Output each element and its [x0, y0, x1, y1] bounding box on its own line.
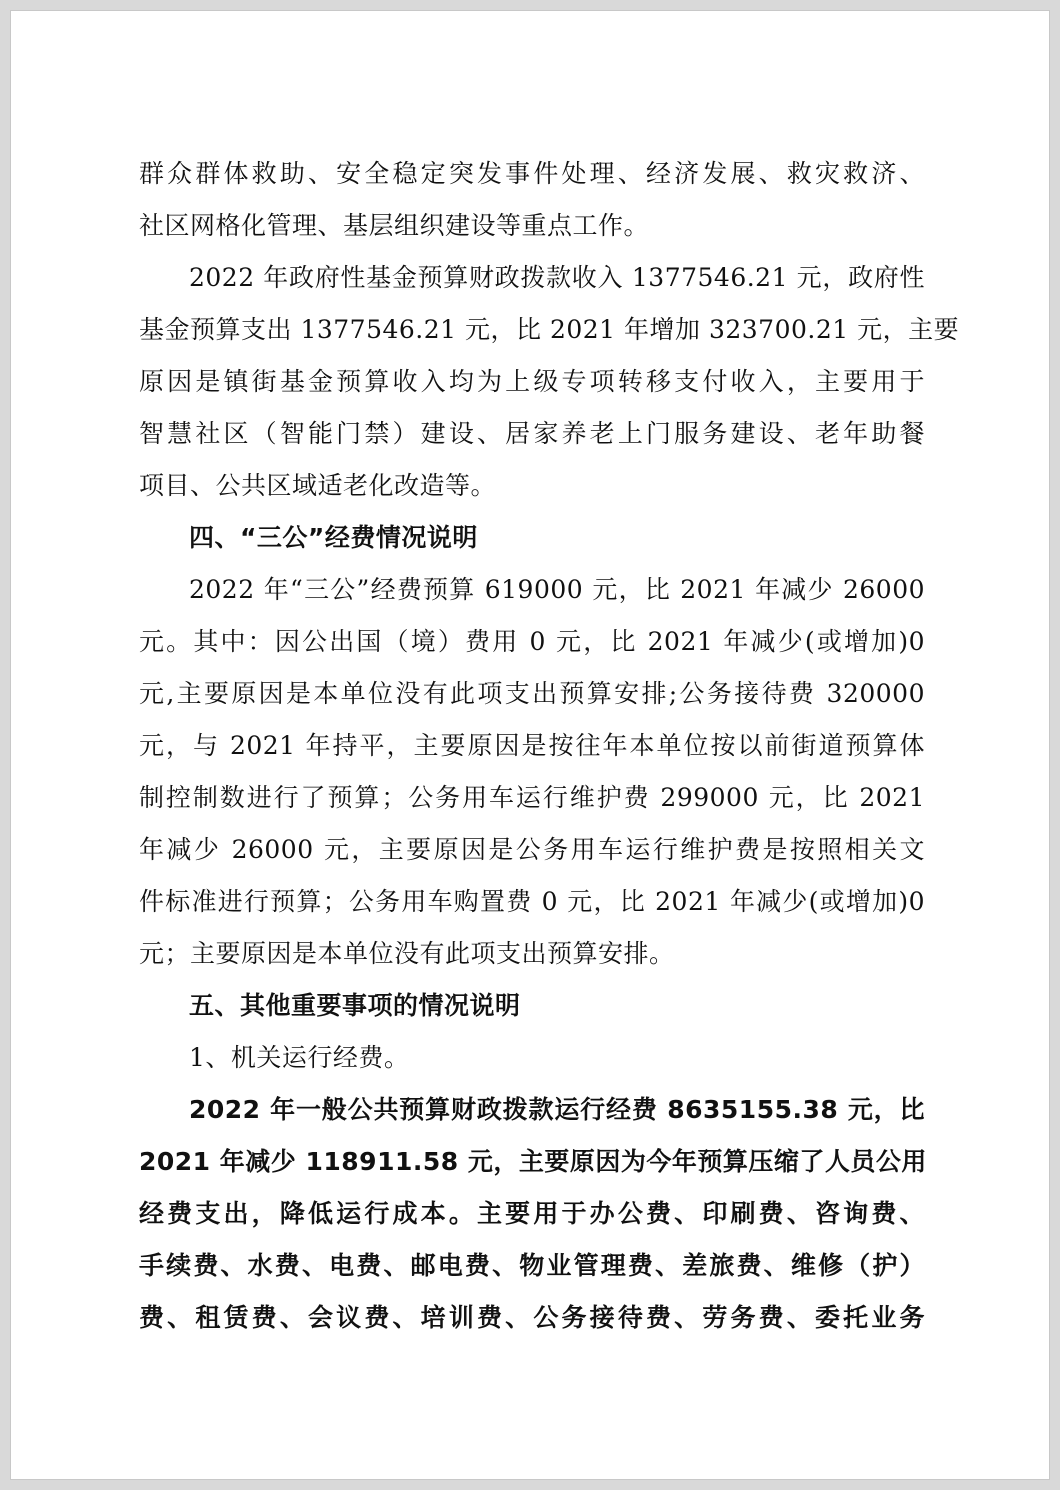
paragraph-line: 基金预算支出 1377546.21 元，比 2021 年增加 323700.21 元，主要: [139, 315, 960, 344]
paragraph-line: 群众群体救助、安全稳定突发事件处理、经济发展、救灾救济、: [139, 159, 925, 188]
paragraph-line: 社区网格化管理、基层组织建设等重点工作。: [139, 211, 650, 240]
paragraph-line: 智慧社区（智能门禁）建设、居家养老上门服务建设、老年助餐: [139, 419, 925, 448]
paragraph-line: 件标准进行预算；公务用车购置费 0 元，比 2021 年减少(或增加)0: [139, 887, 925, 916]
paragraph-line: 2022 年政府性基金预算财政拨款收入 1377546.21 元，政府性: [189, 263, 925, 292]
subsection-heading: 1、机关运行经费。: [189, 1043, 410, 1072]
paragraph-line: 制控制数进行了预算；公务用车运行维护费 299000 元，比 2021: [139, 783, 925, 812]
section-heading: 五、其他重要事项的情况说明: [189, 991, 521, 1020]
paragraph-line: 经费支出，降低运行成本。主要用于办公费、印刷费、咨询费、: [139, 1199, 925, 1228]
paragraph-line: 元；主要原因是本单位没有此项支出预算安排。: [139, 939, 675, 968]
section-heading: 四、“三公”经费情况说明: [189, 523, 478, 552]
paragraph-line: 2022 年“三公”经费预算 619000 元，比 2021 年减少 26000: [189, 575, 925, 604]
paragraph-line: 2021 年减少 118911.58 元，主要原因为今年预算压缩了人员公用: [139, 1147, 927, 1176]
paragraph-line: 年减少 26000 元，主要原因是公务用车运行维护费是按照相关文: [139, 835, 925, 864]
paragraph-line: 原因是镇街基金预算收入均为上级专项转移支付收入，主要用于: [139, 367, 925, 396]
paragraph-line: 2022 年一般公共预算财政拨款运行经费 8635155.38 元，比: [189, 1095, 925, 1124]
document-page: [10, 10, 1050, 1480]
paragraph-line: 元。其中：因公出国（境）费用 0 元，比 2021 年减少(或增加)0: [139, 627, 925, 656]
paragraph-line: 费、租赁费、会议费、培训费、公务接待费、劳务费、委托业务: [139, 1303, 925, 1332]
paragraph-line: 元,主要原因是本单位没有此项支出预算安排;公务接待费 320000: [139, 679, 925, 708]
paragraph-line: 手续费、水费、电费、邮电费、物业管理费、差旅费、维修（护）: [139, 1251, 925, 1280]
paragraph-line: 元，与 2021 年持平，主要原因是按往年本单位按以前街道预算体: [139, 731, 925, 760]
paragraph-line: 项目、公共区域适老化改造等。: [139, 471, 497, 500]
